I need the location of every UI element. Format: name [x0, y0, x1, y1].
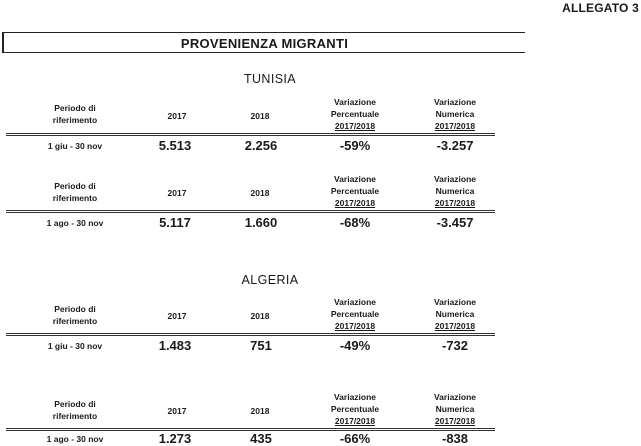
header-period — [30, 180, 120, 204]
header-period-line2: riferimento — [52, 411, 98, 421]
header-period-line1: Periodo di — [54, 103, 96, 113]
row-variation-percent: -49% — [339, 338, 371, 353]
table-rule — [6, 210, 495, 213]
header-num-line1: Variazione — [433, 392, 477, 402]
header-period-line1: Periodo di — [54, 181, 96, 191]
row-variation-percent: -59% — [339, 138, 371, 153]
header-year-2018: 2018 — [250, 406, 270, 416]
country-title-algeria: ALGERIA — [241, 273, 299, 287]
header-variation-number — [410, 391, 500, 427]
header-num-line1: Variazione — [433, 174, 477, 184]
header-variation-number — [410, 173, 500, 209]
row-period: 1 ago - 30 nov — [46, 434, 104, 444]
header-variation-percent — [310, 296, 400, 332]
header-pct-line2: Percentuale — [330, 109, 380, 119]
row-variation-number: -838 — [441, 431, 469, 446]
header-pct-line2: Percentuale — [330, 309, 380, 319]
row-variation-number: -732 — [441, 338, 469, 353]
header-num-line2: Numerica — [435, 186, 475, 196]
table-rule — [6, 333, 495, 336]
header-period — [30, 102, 120, 126]
header-year-2018: 2018 — [250, 111, 270, 121]
header-pct-line1: Variazione — [333, 392, 377, 402]
header-pct-line3: 2017/2018 — [334, 321, 376, 331]
title-box — [2, 32, 525, 53]
header-period-line2: riferimento — [52, 115, 98, 125]
header-num-line2: Numerica — [435, 404, 475, 414]
header-num-line3: 2017/2018 — [434, 198, 476, 208]
header-pct-line3: 2017/2018 — [334, 198, 376, 208]
row-value-2017: 1.483 — [158, 338, 192, 353]
header-period — [30, 398, 120, 422]
row-period: 1 ago - 30 nov — [46, 218, 104, 228]
country-title-tunisia: TUNISIA — [243, 72, 297, 86]
header-pct-line2: Percentuale — [330, 404, 380, 414]
row-value-2018: 435 — [250, 431, 272, 446]
header-num-line2: Numerica — [435, 309, 475, 319]
header-year-2018: 2018 — [250, 311, 270, 321]
row-variation-number: -3.457 — [436, 215, 474, 230]
header-period-line1: Periodo di — [54, 399, 96, 409]
header-pct-line1: Variazione — [333, 174, 377, 184]
header-period-line1: Periodo di — [54, 304, 96, 314]
header-num-line3: 2017/2018 — [434, 416, 476, 426]
header-pct-line2: Percentuale — [330, 186, 380, 196]
header-period — [30, 303, 120, 327]
header-pct-line1: Variazione — [333, 97, 377, 107]
header-year-2017: 2017 — [167, 111, 187, 121]
header-variation-number — [410, 96, 500, 132]
table-rule — [6, 133, 495, 136]
row-variation-percent: -68% — [339, 215, 371, 230]
header-pct-line3: 2017/2018 — [334, 416, 376, 426]
header-period-line2: riferimento — [52, 316, 98, 326]
header-num-line3: 2017/2018 — [434, 121, 476, 131]
row-value-2017: 5.513 — [158, 138, 192, 153]
header-num-line3: 2017/2018 — [434, 321, 476, 331]
header-pct-line3: 2017/2018 — [334, 121, 376, 131]
header-year-2017: 2017 — [167, 311, 187, 321]
page-title: PROVENIENZA MIGRANTI — [180, 36, 349, 51]
header-variation-number — [410, 296, 500, 332]
row-value-2018: 1.660 — [244, 215, 278, 230]
row-value-2017: 1.273 — [158, 431, 192, 446]
row-variation-percent: -66% — [339, 431, 371, 446]
row-value-2018: 2.256 — [244, 138, 278, 153]
row-value-2018: 751 — [250, 338, 272, 353]
annex-label: ALLEGATO 3 — [562, 1, 639, 15]
header-variation-percent — [310, 391, 400, 427]
row-period: 1 giu - 30 nov — [47, 141, 103, 151]
header-num-line2: Numerica — [435, 109, 475, 119]
row-value-2017: 5.117 — [159, 215, 191, 230]
header-variation-percent — [310, 173, 400, 209]
row-period: 1 giu - 30 nov — [47, 341, 103, 351]
header-num-line1: Variazione — [433, 97, 477, 107]
header-year-2017: 2017 — [167, 188, 187, 198]
row-variation-number: -3.257 — [436, 138, 474, 153]
header-variation-percent — [310, 96, 400, 132]
header-num-line1: Variazione — [433, 297, 477, 307]
header-period-line2: riferimento — [52, 193, 98, 203]
header-year-2018: 2018 — [250, 188, 270, 198]
header-year-2017: 2017 — [167, 406, 187, 416]
header-pct-line1: Variazione — [333, 297, 377, 307]
